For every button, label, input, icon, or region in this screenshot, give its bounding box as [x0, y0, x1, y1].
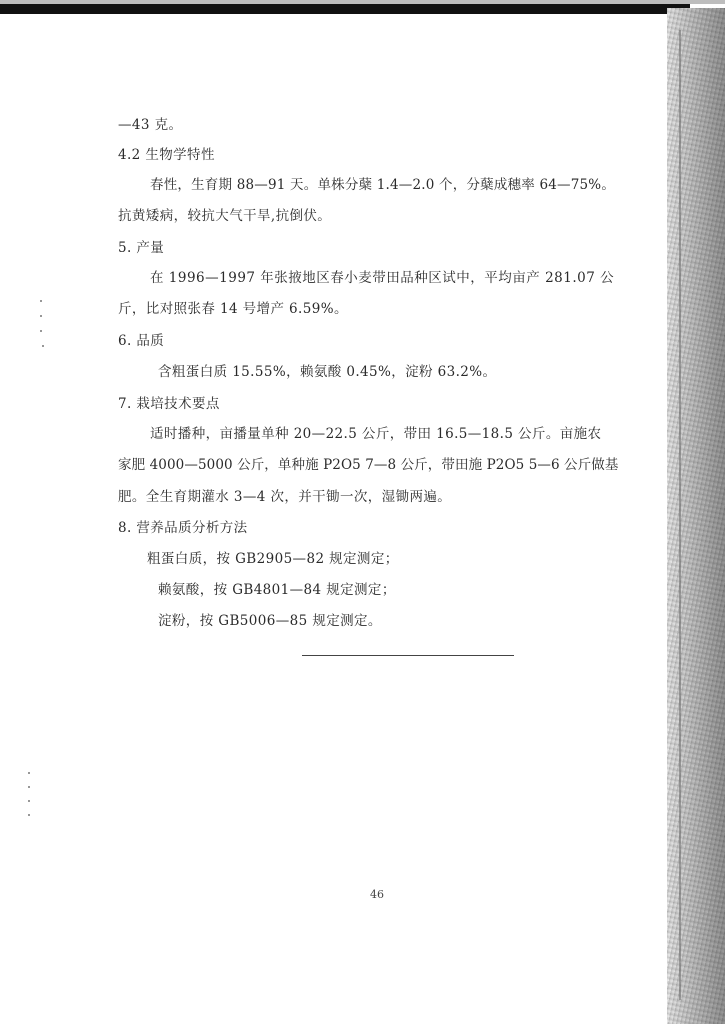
scan-top-bar — [0, 4, 690, 14]
scan-speck — [40, 315, 42, 317]
section-heading-8: 8. 营养品质分析方法 — [118, 520, 248, 536]
scan-speck — [40, 330, 42, 332]
body-line: —43 克。 — [118, 117, 183, 133]
closing-rule — [302, 655, 514, 656]
scan-speck — [28, 814, 30, 816]
scan-speck — [40, 300, 42, 302]
section-heading-5: 5. 产量 — [118, 240, 165, 256]
body-line: 淀粉，按 GB5006—85 规定测定。 — [158, 613, 382, 629]
body-line: 抗黄矮病，较抗大气干旱,抗倒伏。 — [118, 208, 332, 224]
section-heading-4-2: 4.2 生物学特性 — [118, 147, 215, 163]
body-line: 赖氨酸，按 GB4801—84 规定测定； — [158, 582, 396, 598]
book-spine-line — [679, 30, 681, 1000]
body-line: 肥。全生育期灌水 3—4 次，并干锄一次，湿锄两遍。 — [118, 489, 452, 505]
page-number: 46 — [370, 888, 384, 901]
body-line: 家肥 4000—5000 公斤，单种施 P2O5 7—8 公斤，带田施 P2O5 5—6 公斤做基 — [118, 457, 619, 473]
body-line: 含粗蛋白质 15.55%，赖氨酸 0.45%，淀粉 63.2%。 — [158, 364, 497, 380]
book-spine-edge — [667, 8, 725, 1024]
scan-speck — [28, 786, 30, 788]
section-heading-7: 7. 栽培技术要点 — [118, 396, 220, 412]
scan-speck — [28, 772, 30, 774]
body-line: 在 1996—1997 年张掖地区春小麦带田品种区试中，平均亩产 281.07 公 — [150, 270, 615, 286]
body-line: 春性，生育期 88—91 天。单株分蘖 1.4—2.0 个，分蘖成穗率 64—75%。 — [150, 177, 616, 193]
scan-speck — [42, 345, 44, 347]
scan-speck — [28, 800, 30, 802]
body-line: 斤，比对照张春 14 号增产 6.59%。 — [118, 301, 348, 317]
body-line: 粗蛋白质，按 GB2905—82 规定测定； — [147, 551, 399, 567]
body-line: 适时播种，亩播量单种 20—22.5 公斤，带田 16.5—18.5 公斤。亩施农 — [150, 426, 602, 442]
section-heading-6: 6. 品质 — [118, 333, 165, 349]
